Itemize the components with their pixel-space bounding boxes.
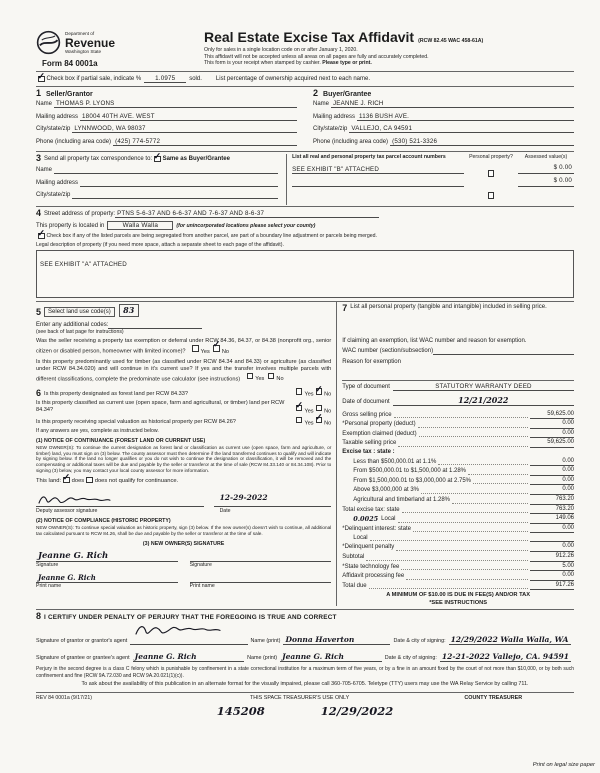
does-label: does — [71, 478, 85, 485]
wac-number-label: WAC number (section/subsection) — [342, 347, 434, 354]
section-1-number: 1 — [36, 88, 42, 98]
grantee-name-value: Jeanne G. Rich — [280, 652, 382, 662]
grantee-signature-row — [36, 652, 574, 662]
seller-city-state-zip-value: LYNNWOOD, WA 98037 — [72, 125, 297, 133]
forest-yes-checkbox — [296, 388, 303, 395]
notice-continuance-body: NEW OWNER(S): To continue the current designation as forest land or classification as current use (open space, farm and agriculture, or timber) land, you must sign on (3) below. The county assessor must then determine if the land transferred continues to qualify and will indicate by signing below. If the land no longer qualifies or you do not wish to continue the designation or classification, it will be removed and the compensating or additional taxes will be due and payable by the seller or transferor at the time of sale (RCW 84.33.140 or 84.34.108). Prior to signing (3) below, you may contact your local county assessor for more information. — [36, 444, 332, 474]
same-as-buyer-checkbox — [154, 156, 161, 163]
field-label: Mailing address — [313, 113, 356, 120]
type-of-document-label: Type of document — [342, 383, 390, 390]
revenue-wordmark: Revenue — [65, 35, 116, 50]
local-rate-value: 0.0025 — [353, 515, 379, 524]
county-note: (for unincorporated locations please select your county) — [176, 223, 316, 229]
legal-description-box — [36, 250, 574, 298]
no-label: No — [276, 376, 284, 383]
header-note-3 — [204, 60, 574, 67]
buyer-section — [313, 89, 574, 150]
additional-codes-label: Enter any additional codes: — [36, 321, 109, 328]
yes-label: Yes — [304, 408, 314, 415]
assessed-value-1: $ 0.00 — [518, 164, 574, 174]
field-label: Phone (including area code) — [313, 138, 389, 145]
owner-print-cell-1 — [36, 571, 178, 590]
timber-no-checkbox — [268, 373, 275, 380]
tax-row-subtotal: Subtotal 912.26 — [342, 553, 574, 560]
tax-row-excise-tax-header: Excise tax : state : — [342, 449, 395, 456]
exemption-question-text: Was the seller receiving a property tax exemption or deferral under RCW 84.36, 84.37, or 84.38 (nonprofit org., senior citizen or disabled person, homeowner with limited income)? — [36, 338, 332, 355]
grantor-date-city-value: 12/29/2022 Walla Walla, WA — [449, 635, 571, 645]
print-legal-size-note: Print on legal size paper — [532, 762, 595, 768]
no-label: No — [324, 391, 332, 398]
field-label: City/state/zip — [36, 192, 71, 198]
no-label: No — [324, 408, 332, 415]
correspondence-city-state-zip-blank — [72, 191, 278, 199]
owner-signature-value: Jeanne G. Rich — [38, 550, 109, 561]
treasurer-stamp-row — [36, 704, 574, 718]
revenue-logo-block — [36, 30, 194, 68]
yes-label: Yes — [255, 376, 265, 383]
yes-label: Yes — [304, 391, 314, 398]
current-no-checkbox — [316, 405, 323, 412]
notice-compliance-body: NEW OWNER(S): To continue special valuation as historic property, sign (3) below. If the new owner(s) doesn't wish to continue, all additional tax calculated pursuant to RCW 84.26, shall be due and payable by the seller or transferor at the time of sale. — [36, 525, 332, 536]
left-column — [36, 302, 337, 607]
timber-yes-no — [245, 376, 284, 382]
does-not-label: does not qualify for continuance. — [94, 478, 179, 485]
correspondence-heading: Send all property tax correspondence to: — [44, 156, 153, 162]
land-does-not-checkbox — [86, 477, 93, 484]
new-owners-signature-title: (3) NEW OWNER(S) SIGNATURE — [142, 540, 225, 547]
owner-print-blank — [190, 571, 332, 583]
title-block — [204, 30, 574, 68]
street-address-label: Street address of property: — [44, 210, 116, 217]
if-yes-note: If any answers are yes, complete as instructed below. — [36, 428, 159, 435]
field-label: Name — [36, 101, 53, 107]
field-label: Name — [36, 167, 53, 173]
tax-row-local: 0.0025 Local 149.06 — [353, 515, 574, 524]
tax-row-exemption-claimed: Exemption claimed (deduct) 0.00 — [342, 429, 574, 437]
located-in-label: This property is located in — [36, 222, 105, 229]
tax-row-total-due: Total due 917.26 — [342, 581, 574, 589]
treasurer-space-label: THIS SPACE TREASURER'S USE ONLY — [249, 695, 350, 702]
name-print-label: Name (print) — [247, 655, 278, 662]
exemption-note: If claiming an exemption, list WAC number and reason for exemption. — [342, 337, 527, 344]
parcel-numbers-section — [286, 154, 574, 205]
field-label: Mailing address — [36, 179, 79, 186]
segregated-label: Check box if any of the listed parcels are being segregated from another parcel, are part of a boundary line adjustment or parcels being merged. — [46, 232, 377, 239]
personal-property-checkbox-2 — [488, 192, 495, 199]
seller-section — [36, 89, 297, 150]
grantor-name-value: Donna Haverton — [283, 635, 390, 645]
tax-row-agricultural-timberland: Agricultural and timberland at 1.28% 763.20 — [353, 496, 574, 504]
section-6-number: 6 — [36, 387, 42, 398]
washington-state-label: Washington State — [65, 48, 102, 54]
current-use-question-text: Is this property classified as current use (open space, farm and agricultural, or timber) land per RCW 84.34? — [36, 400, 285, 414]
dept-of-label: Department of — [65, 30, 95, 36]
notice-continuance-title: (1) NOTICE OF CONTINUANCE (FOREST LAND OR CURRENT USE) — [36, 437, 206, 444]
street-address-value: PTNS 5-6-37 AND 6-6-37 AND 7-6-37 AND 8-6-37 — [115, 210, 379, 218]
owner-print-value: Jeanne G. Rich — [38, 573, 96, 583]
field-label: Phone (including area code) — [36, 138, 112, 145]
owner-print-cell-2 — [190, 571, 332, 590]
section-4-number: 4 — [36, 207, 42, 218]
land-qualify-row — [36, 477, 331, 485]
yes-label: Yes — [304, 420, 314, 427]
tax-row-tier-1: Less than $500,000.01 at 1.1% 0.00 — [353, 457, 574, 465]
date-label: Date — [219, 508, 231, 515]
owner-signature-grid — [36, 550, 331, 590]
tax-row-delinquent-interest-state: *Delinquent interest: state 0.00 — [342, 524, 574, 532]
minimum-due-note: A MINIMUM OF $10.00 IS DUE IN FEE(S) AND/OR TAX — [386, 592, 531, 599]
deputy-date-value: 12-29-2022 — [214, 493, 332, 507]
personal-property-heading: Personal property? — [469, 154, 513, 160]
field-label: City/state/zip — [313, 126, 348, 132]
wac-number-blank — [433, 347, 574, 355]
main-columns — [36, 301, 574, 607]
rcw-reference: (RCW 82.45 WAC 458-61A) — [418, 38, 484, 44]
seller-address-value: 18004 40TH AVE. WEST — [80, 113, 297, 121]
perjury-statement: Perjury in the second degree is a class C felony which is punishable by confinement in a state correctional institution for a maximum term of five years, or by a fine in an amount fixed by the court of not more than $10,000, or by both such confinement and fine (RCW 9A.72.030 and RCW 9A.20.021(1)(c)). — [36, 666, 574, 679]
land-use-select-label: Select land use code(s) — [44, 307, 115, 317]
tax-row-delinquent-penalty: *Delinquent penalty 0.00 — [342, 543, 574, 551]
date-city-label: Date & city of signing: — [384, 655, 437, 662]
assessed-value-2: $ 0.00 — [518, 177, 574, 187]
exemption-yes-checkbox — [192, 345, 199, 352]
seller-phone-value: (425) 774-5772 — [113, 138, 297, 146]
type-of-document-value: STATUTORY WARRANTY DEED — [393, 383, 574, 391]
additional-codes-note: (see back of last page for instructions) — [36, 328, 124, 335]
certification-section — [36, 609, 574, 662]
land-does-checkbox — [63, 477, 70, 484]
grantor-signature-scribble — [132, 622, 224, 638]
print-name-label: Print name — [189, 583, 215, 590]
deputy-signature-row — [36, 493, 331, 507]
logo-text — [65, 31, 115, 55]
exemption-question — [36, 338, 331, 356]
footer-line — [36, 692, 574, 701]
assessed-values-column — [518, 154, 574, 205]
owner-signature-cell-2 — [190, 550, 332, 569]
personal-property-blank-area — [342, 313, 574, 337]
deputy-signature-label: Deputy assessor signature — [36, 508, 98, 515]
segregated-checkbox — [38, 233, 45, 240]
rev-number: REV 84 0001a (9/17/21) — [36, 695, 92, 702]
timber-yes-checkbox — [247, 373, 254, 380]
current-use-question — [36, 400, 331, 414]
tax-row-taxable-selling-price: Taxable selling price 59,625.00 — [342, 439, 574, 447]
parcel-value: SEE EXHIBIT "B" ATTACHED — [292, 164, 464, 174]
section-3-number: 3 — [36, 153, 42, 163]
timber-question — [36, 359, 331, 384]
section-8-number: 8 — [36, 611, 42, 622]
section-7-number: 7 — [342, 302, 348, 313]
grantor-signature-line — [130, 628, 247, 645]
section-2-number: 2 — [313, 88, 319, 98]
forest-land-question — [36, 388, 331, 398]
certify-statement: I CERTIFY UNDER PENALTY OF PERJURY THAT THE FOREGOING IS TRUE AND CORRECT — [44, 614, 337, 622]
reason-for-exemption-label: Reason for exemption — [342, 358, 401, 365]
tax-row-affidavit-processing-fee: Affidavit processing fee 0.00 — [342, 572, 574, 580]
tax-row-delinquent-interest-local: Local — [342, 533, 574, 542]
date-of-document-value: 12/21/2022 — [393, 395, 574, 406]
parties-section — [36, 86, 574, 150]
type-of-document-row — [342, 383, 574, 391]
forest-no-checkbox — [316, 388, 323, 395]
receipt-note: This form is your receipt when stamped by cashier. — [204, 60, 321, 67]
header-note-2: This affidavit will not be accepted unless all areas on all pages are fully and accurately completed. — [204, 53, 429, 60]
correspondence-left — [36, 154, 278, 205]
parcel-heading: List all real and personal property tax parcel account numbers — [292, 154, 446, 160]
buyer-heading: Buyer/Grantee — [323, 91, 372, 98]
tax-row-tier-2: From $500,000.01 to $1,500,000 at 1.28% 0.00 — [353, 467, 574, 475]
same-as-buyer-label: Same as Buyer/Grantee — [162, 156, 230, 162]
deputy-labels-row — [36, 508, 331, 515]
tax-row-personal-property-deduct: *Personal property (deduct) 0.00 — [342, 420, 574, 428]
land-use-row — [36, 304, 331, 317]
buyer-city-state-zip-value: VALLEJO, CA 94591 — [349, 125, 574, 133]
ownership-note: List percentage of ownership acquired next to each name. — [215, 76, 371, 82]
historic-no-checkbox — [316, 417, 323, 424]
legal-description-label: Legal description of property (if you need more space, attach a separate sheet to each page of the affidavit). — [36, 242, 284, 249]
field-label: Name — [313, 101, 330, 107]
tax-row-tier-3: From $1,500,000.01 to $3,000,000 at 2.75% 0.00 — [353, 476, 574, 484]
reason-blank-area — [342, 366, 574, 376]
field-label: City/state/zip — [36, 126, 71, 132]
header — [36, 30, 574, 68]
print-name-label: Print name — [36, 583, 62, 590]
grantor-signature-label: Signature of grantor or grantor's agent — [36, 638, 128, 645]
correspondence-section — [36, 151, 574, 205]
form-title: Real Estate Excise Tax Affidavit — [204, 29, 415, 45]
current-yes-checkbox — [296, 405, 303, 412]
wac-number-row — [342, 347, 574, 355]
this-land-label: This land: — [36, 478, 62, 485]
field-label: Mailing address — [36, 113, 79, 120]
grantee-signature-value: Jeanne G. Rich — [133, 652, 244, 662]
buyer-phone-value: (530) 521-3326 — [390, 138, 574, 146]
personal-property-column — [468, 154, 514, 205]
type-or-print-note: Please type or print. — [322, 60, 372, 67]
assessed-values-heading: Assessed value(s) — [524, 154, 568, 160]
timber-question-text: Is this property predominantly used for timber (as classified under RCW 84.34 and 84.33) or agriculture (as classified under RCW 84.34.020) and will continue in it's current use? If yes and the transfer involves multiple parcels with different classifications, complete the predominate use calculator (see instructions) — [36, 358, 332, 383]
deputy-signature-line — [36, 493, 204, 507]
additional-codes-blank — [108, 321, 202, 329]
county-value: Walla Walla — [107, 221, 173, 230]
historic-yes-checkbox — [296, 417, 303, 424]
forest-question-text: Is this property designated as forest land per RCW 84.33? — [44, 390, 188, 397]
owner-signature-cell-1 — [36, 550, 178, 569]
personal-property-checkbox-1 — [488, 170, 495, 177]
buyer-name-value: JEANNE J. RICH — [331, 100, 574, 108]
partial-sale-row — [36, 71, 574, 83]
seller-heading: Seller/Grantor — [46, 91, 93, 98]
see-instructions-note: *SEE INSTRUCTIONS — [429, 600, 488, 607]
right-column — [337, 302, 574, 607]
tax-computation-box — [342, 380, 574, 607]
seller-name-value: THOMAS P. LYONS — [54, 100, 297, 108]
correspondence-address-blank — [80, 179, 278, 187]
parcel-blank-line — [292, 177, 464, 187]
name-print-label: Name (print) — [250, 638, 281, 645]
revenue-logo-icon — [36, 30, 61, 55]
legal-description-value: SEE EXHIBIT "A" ATTACHED — [40, 260, 127, 268]
owner-signature-blank — [190, 550, 332, 562]
form-number: Form 84 0001a — [42, 59, 98, 68]
treasurer-stamp-number: 145208 — [216, 704, 265, 719]
partial-sale-checkbox — [38, 76, 45, 83]
date-of-document-label: Date of document — [342, 398, 390, 405]
section-5-number: 5 — [36, 306, 42, 317]
county-treasurer-label: COUNTY TREASURER — [464, 695, 523, 702]
tax-row-gross-selling-price: Gross selling price 59,625.00 — [342, 410, 574, 418]
no-label: No — [324, 420, 332, 427]
tax-row-tier-4: Above $3,000,000 at 3% 0.00 — [353, 486, 574, 494]
signature-label: Signature — [189, 561, 212, 568]
partial-sale-label: Check box if partial sale, indicate % — [46, 76, 142, 82]
personal-property-heading: List all personal property (tangible and intangible) included in selling price. — [350, 303, 547, 310]
header-note-1: Only for sales in a single location code on or after January 1, 2020. — [204, 47, 358, 53]
treasurer-stamp-date: 12/29/2022 — [320, 704, 394, 719]
land-use-code-value: 83 — [119, 304, 139, 317]
personal-property-section — [342, 304, 574, 313]
yes-label: Yes — [200, 348, 210, 355]
correspondence-name-blank — [54, 166, 278, 174]
historic-question — [36, 417, 331, 427]
property-section — [36, 206, 574, 298]
partial-percent-value: 1.0975 — [144, 75, 186, 83]
parcel-list-column — [292, 154, 464, 205]
sold-label: sold. — [189, 76, 202, 82]
grantee-date-city-value: 12-21-2022 Vallejo, CA. 94591 — [441, 652, 569, 662]
exemption-yes-no — [190, 349, 229, 355]
buyer-address-value: 1136 BUSH AVE. — [357, 113, 574, 121]
tax-row-total-excise-state: Total excise tax: state 763.20 — [342, 505, 574, 513]
alternate-format-note: To ask about the availability of this publication in an alternate format for the visually impaired, please call 360-705-6705. Teletype (TTY) users may use the WA Relay Service by calling 711. — [81, 680, 529, 687]
signature-label: Signature — [36, 561, 59, 568]
exemption-no-checkbox — [213, 345, 220, 352]
date-of-document-row — [342, 395, 574, 406]
grantor-signature-row — [36, 628, 574, 645]
tax-row-state-technology-fee: *State technology fee 5.00 — [342, 562, 574, 570]
grantee-signature-label: Signature of grantee or grantee's agent — [36, 655, 130, 662]
deputy-assessor-signature-scribble — [36, 493, 114, 506]
notice-compliance-title: (2) NOTICE OF COMPLIANCE (HISTORIC PROPERTY) — [36, 518, 171, 524]
no-label: No — [221, 348, 229, 355]
date-city-label: Date & city of signing: — [393, 638, 446, 645]
historic-question-text: Is this property receiving special valuation as historical property per RCW 84.26? — [36, 419, 236, 426]
